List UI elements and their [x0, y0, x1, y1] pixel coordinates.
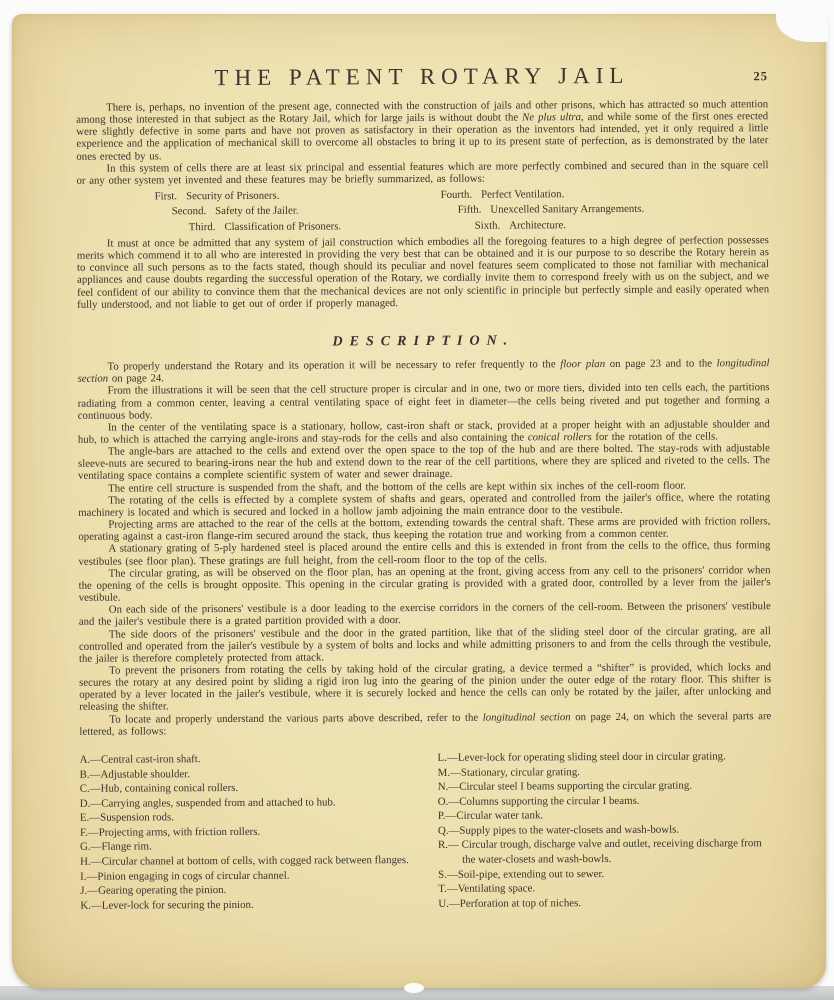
parts-item-I: I.—Pinion engaging in cogs of circular channel. [80, 869, 290, 883]
parts-item-M: M.—Stationary, circular grating. [437, 765, 580, 779]
feature-ordinal: Sixth. [474, 219, 501, 232]
parts-legend [80, 749, 773, 913]
feature-text: Classification of Prisoners. [224, 220, 342, 233]
page-content [10, 12, 829, 914]
feature-item-first [155, 188, 423, 205]
feature-ordinal: First. [154, 190, 178, 203]
feature-item-second [172, 203, 423, 220]
feature-ordinal: Second. [171, 205, 207, 218]
intro-paragraph-2: In this system of cells there are at least six principal and essential features which are more perfectly combined and secured than in the square cell or any other system yet invented and these features may be briefly summarized, as follows: [76, 158, 769, 187]
parts-item-K: K.—Lever-lock for securing the pinion. [80, 898, 254, 912]
parts-item-J: J.—Gearing operating the pinion. [80, 884, 227, 898]
description-paragraph-3: In the center of the ventilating space is a stationary, hollow, cast-iron shaft or stack, provided at a proper height with an adjustable shoulder and hub, to which is attached the carrying angle-irons and stay-rods for the cells and also containing the conical rollers for the rotation of the cells. [77, 418, 770, 446]
parts-item-Q: Q.—Supply pipes to the water-closets and wash-bowls. [437, 823, 680, 837]
description-paragraph-4: The angle-bars are attached to the cells and extend over the open space to the top of the hub and are there bolted. The stay-rods with adjustable sleeve-nuts are secured to bearing-irons near the hub and extend down to the rear of the cell partitions, where they are spliced and riveted to the cells. The ventilating space contains a complete scientific system of water and sewer drainage. [77, 442, 771, 483]
feature-item-third [189, 219, 423, 236]
features-list [77, 186, 769, 236]
description-paragraph-12: To prevent the prisoners from rotating the cells by taking hold of the circular grating, a device termed a “shifter” is provided, which locks and secures the rotary at any desired point by sliding a rigid iron lug into the gearing of the pinion under the outer edge of the rotary floor. This shifter is operated by a lever located in the jailer's vestibule, where it is securely locked and hence the cells can only be rotated by the jailer, after unlocking and releasing the shifter. [79, 661, 772, 714]
parts-item-U: U.—Perforation at top of niches. [438, 897, 582, 910]
torn-edge-bottom [404, 983, 424, 993]
description-paragraph-8: A stationary grating of 5-ply hardened steel is placed around the entire cells and this is extended in front from the cells to the office, thus forming vestibules (see floor plan). These gratings are full height, from the cell-room floor to the top of the cells. [78, 539, 771, 568]
parts-item-P: P.—Circular water tank. [437, 809, 544, 823]
description-paragraph-2: From the illustrations it will be seen that the cell structure proper is circular and in one, two or more tiers, divided into ten cells each, the partitions radiating from a common center, leaving a central ventilating space of eight feet in diameter—the cells being riveted and put together and forming a continuous body. [77, 381, 770, 422]
description-paragraph-10: On each side of the prisoners' vestibule is a door leading to the exercise corridors in the corners of the cell-room. Between the prisoners' vestibule and the jailer's vestibule there is a grated partition provided with a door. [78, 600, 771, 629]
description-paragraph-1: To properly understand the Rotary and its operation it will be necessary to refer frequently to the floor plan on page 23 and to the longitudinal section on page 24. [77, 357, 770, 386]
feature-item-fifth [458, 202, 769, 219]
parts-item-O: O.—Columns supporting the circular I beams. [437, 794, 640, 808]
parts-item-E: E.—Suspension rods. [79, 811, 174, 825]
parts-item-G: G.—Flange rim. [79, 840, 152, 854]
intro-paragraph-1: There is, perhaps, no invention of the present age, connected with the construction of jails and other prisons, which has attracted so much attention among those interested in that subject as the Rotary Jail, which for large jails is without doubt the Ne plus ultra, and while some of the first ones erected were slightly defective in some parts and have not proven as satisfactory in their operation as the inventors had intended, yet it only required a little experience and the application of mechanical skill to overcome all obstacles to bring it up to its present state of perfection, as is demonstrated by the later ones erected by us. [76, 98, 769, 163]
description-paragraph-5: The entire cell structure is suspended from the shaft, and the bottom of the cells are kept within six inches of the cell-room floor. [108, 479, 687, 495]
parts-column-left [80, 751, 439, 913]
page-title: THE PATENT ROTARY JAIL [214, 62, 630, 91]
feature-text: Security of Prisoners. [186, 189, 280, 203]
feature-text: Unexcelled Sanitary Arrangements. [490, 203, 645, 217]
features-column-left [77, 188, 423, 236]
parts-item-B: B.—Adjustable shoulder. [79, 767, 191, 781]
parts-item-L: L.—Lever-lock for operating sliding steel door in circular grating. [437, 750, 726, 764]
parts-item-S: S.—Soil-pipe, extending out to sewer. [438, 867, 605, 881]
intro-paragraph-3: It must at once be admitted that any system of jail construction which embodies all the foregoing features to a high degree of perfection possesses merits which commend it to all who are interested in providing the very best that can be obtained and it is our purpose to so describe the Rotary herein as to convince all such persons as to the facts stated, though should its peculiar and novel features seem complicated to those not familiar with mechanical appliances and cause doubts regarding the successful operation of the Rotary, we cordially invite them to correspond freely with us on the subject, and we feel confident of our ability to convince them that the mechanical devices are not only scientific in principle but perfectly simple and easily operated when fully understood, and not liable to get out of order if properly managed. [76, 234, 770, 311]
feature-text: Safety of the Jailer. [215, 205, 299, 218]
features-column-right [423, 186, 769, 234]
title-row [76, 62, 768, 92]
description-paragraph-11: The side doors of the prisoners' vestibule and the door in the grated partition, like that of the sliding steel door of the circular grating, are all controlled and operated from the jailer's vestibule by a system of bolts and locks and while admitting prisoners to and from the cells through the vestibule, the jailer is therefore completely protected from attack. [78, 624, 771, 665]
parts-item-A: A.—Central cast-iron shaft. [79, 753, 201, 766]
page-number: 25 [753, 69, 769, 84]
description-heading: DESCRIPTION. [332, 333, 515, 350]
description-paragraph-9: The circular grating, as will be observed on the floor plan, has an opening at the front, giving access from any cell to the prisoners' corridor when the opening of the cells is brought opposite. This opening in the circular grating is provided with a grated door, controlled by a lever from the jailer's vestibule. [78, 563, 771, 604]
feature-ordinal: Fifth. [457, 204, 482, 217]
parts-item-H: H.—Circular channel at bottom of cells, with cogged rack between flanges. [80, 854, 409, 868]
parts-item-D: D.—Carrying angles, suspended from and attached to hub. [79, 796, 336, 810]
feature-text: Perfect Ventilation. [481, 188, 565, 201]
parts-item-F: F.—Projecting arms, with friction rollers. [79, 825, 261, 839]
page-body [76, 98, 772, 913]
document-page [12, 14, 826, 988]
feature-ordinal: Fourth. [440, 188, 473, 201]
feature-item-fourth [441, 186, 769, 203]
feature-text: Architecture. [509, 218, 566, 232]
description-paragraph-7: Projecting arms are attached to the rear of the cells at the bottom, extending towards the central shaft. These arms are provided with friction rollers, operating against a cast-iron flange-rim secured around the stack, thus keeping the rotation true and working from a common center. [78, 515, 771, 544]
parts-column-right [438, 749, 773, 911]
description-paragraph-13: To locate and properly understand the various parts above described, refer to the longitudinal section on page 24, on which the several parts are lettered, as follows: [79, 709, 772, 738]
parts-item-T: T.—Ventilating space. [438, 882, 536, 896]
parts-item-N: N.—Circular steel I beams supporting the circular grating. [437, 779, 693, 794]
feature-item-sixth [475, 217, 769, 234]
feature-ordinal: Third. [188, 220, 216, 233]
description-paragraph-6: The rotating of the cells is effected by a complete system of shafts and gears, operated and controlled from the jailer's office, where the rotating machinery is located and which is secured and locked in a hollow jamb adjoining the main entrance door to the vestibule. [78, 490, 771, 519]
parts-item-R: R.— Circular trough, discharge valve and outlet, receiving discharge from the water-closets and wash-bowls. [437, 837, 762, 866]
parts-item-C: C.—Hub, containing conical rollers. [79, 782, 239, 795]
